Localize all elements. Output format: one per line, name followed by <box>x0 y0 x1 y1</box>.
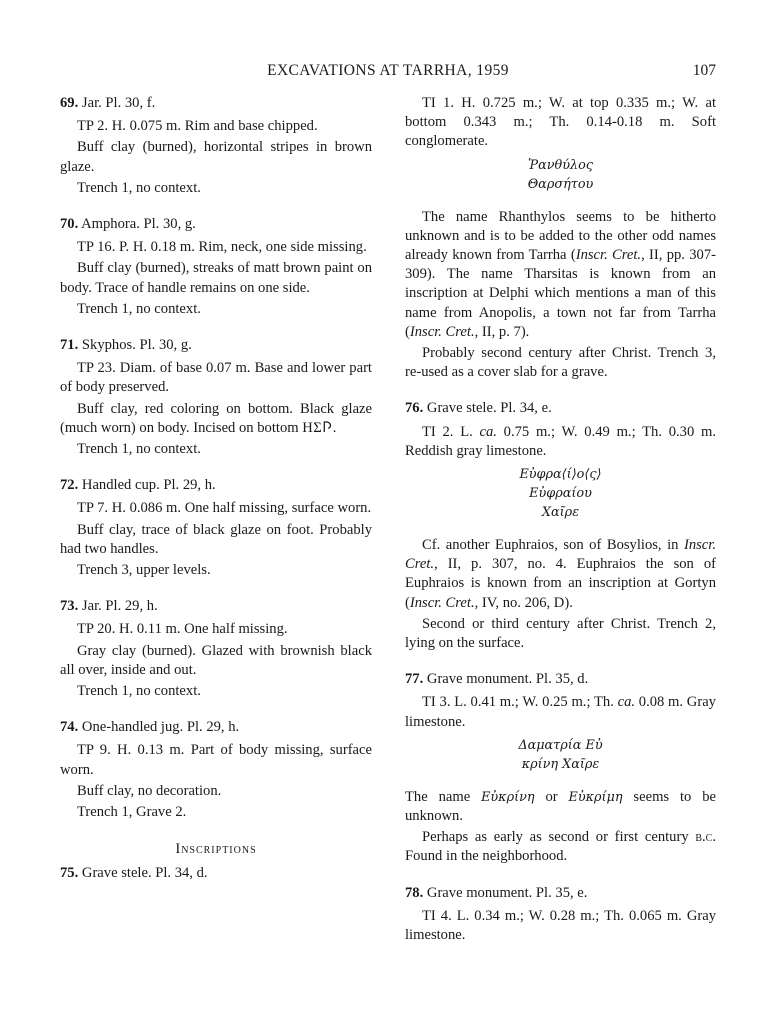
text-run: , II, p. 307, no. 4. Euphraios the son of Euphraios is known from an inscription at Gortyn ( <box>405 556 716 611</box>
entry-description: TP 23. Diam. of base 0.07 m. Base and lower part of body preserved. <box>60 360 372 396</box>
catalog-entry-72 <box>60 476 372 580</box>
commentary-paragraph <box>405 788 716 826</box>
section-heading-inscriptions: Inscriptions <box>175 841 257 858</box>
catalog-entry-75-continued <box>405 94 716 382</box>
greek-term: Εὐκρίμη <box>568 789 623 805</box>
catalog-entry-73 <box>60 597 372 701</box>
entry-description <box>60 400 372 438</box>
running-head <box>60 62 716 82</box>
text-run: Found in the neighborhood. <box>405 848 568 865</box>
entry-title: Jar. Pl. 29, h. <box>81 598 158 615</box>
inscription-line: Θαρσήτου <box>527 176 594 192</box>
inscription-line: Εὐφραίου <box>529 486 592 502</box>
inscription-text <box>405 156 716 194</box>
entry-description: Buff clay, trace of black glaze on foot. Probably had two handles. <box>60 521 372 557</box>
entry-heading <box>405 670 716 689</box>
entry-description: TI 1. H. 0.725 m.; W. at top 0.335 m.; W. at bottom 0.343 m.; Th. 0.14-0.18 m. Soft conglomerate. <box>405 95 716 150</box>
entry-number: 69. <box>60 95 79 111</box>
entry-number: 72. <box>60 477 79 494</box>
catalog-entry-74 <box>60 718 372 822</box>
entry-description: TP 7. H. 0.086 m. One half missing, surface worn. <box>77 500 372 517</box>
entry-title: Grave stele. Pl. 34, e. <box>426 400 552 417</box>
entry-description: Buff clay (burned), streaks of matt brown paint on body. Trace of handle remains on one side. <box>60 260 372 296</box>
page-number: 107 <box>692 62 716 79</box>
entry-heading <box>405 884 716 903</box>
citation: Inscr. Cret. <box>405 537 716 573</box>
incised-letters: ΗΣ𐌐. <box>302 419 337 436</box>
citation: Inscr. Cret. <box>409 594 475 611</box>
entry-number: 75. <box>60 864 79 881</box>
catalog-entry-78 <box>405 884 716 946</box>
entry-heading <box>405 399 716 418</box>
entry-heading <box>60 336 372 355</box>
catalog-entry-71 <box>60 336 372 459</box>
entry-heading <box>60 597 372 616</box>
entry-description: TP 9. H. 0.13 m. Part of body missing, surface worn. <box>60 742 372 778</box>
inscription-line: Δαματρία Εὐ <box>518 737 603 753</box>
entry-title: Grave stele. Pl. 34, d. <box>81 864 208 881</box>
entry-title: Amphora. Pl. 30, g. <box>81 216 196 233</box>
entry-title: Jar. Pl. 30, f. <box>81 95 156 111</box>
entry-title: Grave monument. Pl. 35, e. <box>426 884 588 901</box>
text-run: , IV, no. 206, D). <box>474 594 573 611</box>
entry-findspot: Trench 1, no context. <box>77 441 201 458</box>
abbreviation: ca. <box>479 423 497 440</box>
text-run: , II, p. 7). <box>474 323 530 340</box>
greek-term: Εὐκρίνη <box>481 789 535 805</box>
entry-title: Handled cup. Pl. 29, h. <box>81 477 216 494</box>
dating-paragraph <box>405 828 716 866</box>
text-run: 0.08 m. Gray limestone. <box>405 694 716 730</box>
inscription-line: κρίνη Χαῖρε <box>521 756 600 772</box>
entry-findspot: Trench 1, no context. <box>77 300 201 317</box>
citation: Inscr. Cret. <box>575 247 642 264</box>
entry-heading <box>60 476 372 495</box>
text-run: Cf. another Euphraios, son of Bosylios, in <box>422 537 684 554</box>
dating-paragraph: Probably second century after Christ. Trench 3, re-used as a cover slab for a grave. <box>405 345 716 381</box>
commentary-paragraph <box>405 536 716 613</box>
entry-findspot: Trench 1, Grave 2. <box>77 804 187 821</box>
text-run: TI 2. L. <box>422 423 480 440</box>
text-run: or <box>534 788 569 805</box>
catalog-entry-77 <box>405 670 716 866</box>
entry-number: 76. <box>405 400 424 417</box>
entry-description: TP 2. H. 0.075 m. Rim and base chipped. <box>77 118 318 135</box>
abbreviation: ca. <box>617 694 636 711</box>
entry-title: Grave monument. Pl. 35, d. <box>426 671 589 688</box>
entry-title: Skyphos. Pl. 30, g. <box>81 337 192 354</box>
entry-findspot: Trench 1, no context. <box>77 683 201 700</box>
entry-description: TP 20. H. 0.11 m. One half missing. <box>77 621 288 638</box>
entry-heading <box>60 718 372 737</box>
entry-number: 70. <box>60 216 79 233</box>
entry-heading <box>60 864 372 883</box>
entry-findspot: Trench 1, no context. <box>77 179 201 196</box>
catalog-entry-69 <box>60 94 372 198</box>
text-run: TI 3. L. 0.41 m.; W. 0.25 m.; Th. <box>422 694 618 711</box>
inscription-line: Εὐφρα⟨ί⟩ο⟨ς⟩ <box>519 467 602 483</box>
entry-heading <box>60 215 372 234</box>
citation: Inscr. Cret. <box>409 323 475 340</box>
right-column <box>405 94 716 962</box>
dating-paragraph: Second or third century after Christ. Trench 2, lying on the surface. <box>405 615 716 652</box>
commentary-paragraph <box>405 208 716 342</box>
catalog-entry-70 <box>60 215 372 319</box>
entry-description <box>405 423 716 461</box>
catalog-entry-75 <box>60 864 372 883</box>
inscription-line: Ῥανθύλος <box>528 157 593 173</box>
entry-number: 73. <box>60 598 79 615</box>
entry-number: 78. <box>405 884 424 901</box>
entry-description: TI 4. L. 0.34 m.; W. 0.28 m.; Th. 0.065 m. Gray limestone. <box>405 907 716 944</box>
inscription-line: Χαῖρε <box>541 505 580 521</box>
running-title: EXCAVATIONS AT TARRHA, 1959 <box>267 62 509 79</box>
inscription-text <box>405 736 716 774</box>
entry-description: Buff clay, no decoration. <box>77 782 222 799</box>
entry-title: One-handled jug. Pl. 29, h. <box>81 719 240 736</box>
text-run: 0.75 m.; W. 0.49 m.; Th. 0.30 m. Reddish gray limestone. <box>405 423 716 459</box>
text-run: seems to be unknown. <box>405 788 716 825</box>
catalog-entry-76 <box>405 399 716 653</box>
text-run: The name <box>405 788 482 805</box>
entry-description: Buff clay (burned), horizontal stripes in brown glaze. <box>60 139 372 175</box>
entry-findspot: Trench 3, upper levels. <box>77 562 211 579</box>
text-run: Perhaps as early as second or first century <box>422 829 696 846</box>
entry-text: Buff clay, red coloring on bottom. Black glaze (much worn) on body. Incised on bottom <box>60 400 372 436</box>
entry-heading <box>60 94 372 113</box>
entry-description <box>405 693 716 731</box>
entry-description: Gray clay (burned). Glazed with brownish black all over, inside and out. <box>60 642 372 678</box>
era-abbreviation: b.c. <box>695 829 716 846</box>
entry-number: 77. <box>405 671 424 688</box>
left-column <box>60 94 372 900</box>
entry-number: 74. <box>60 719 79 736</box>
entry-description: TP 16. P. H. 0.18 m. Rim, neck, one side missing. <box>77 239 367 256</box>
inscription-text <box>405 465 716 522</box>
text-run: The name Rhanthylos seems to be hitherto unknown and is to be added to the other odd names already known from Tarrha ( <box>405 208 716 264</box>
text-run: , II, pp. 307-309). The name Tharsitas is known from an inscription at Delphi which mentions a man of this name from Anopolis, a town not far from Tarrha ( <box>405 247 716 340</box>
entry-number: 71. <box>60 337 79 354</box>
